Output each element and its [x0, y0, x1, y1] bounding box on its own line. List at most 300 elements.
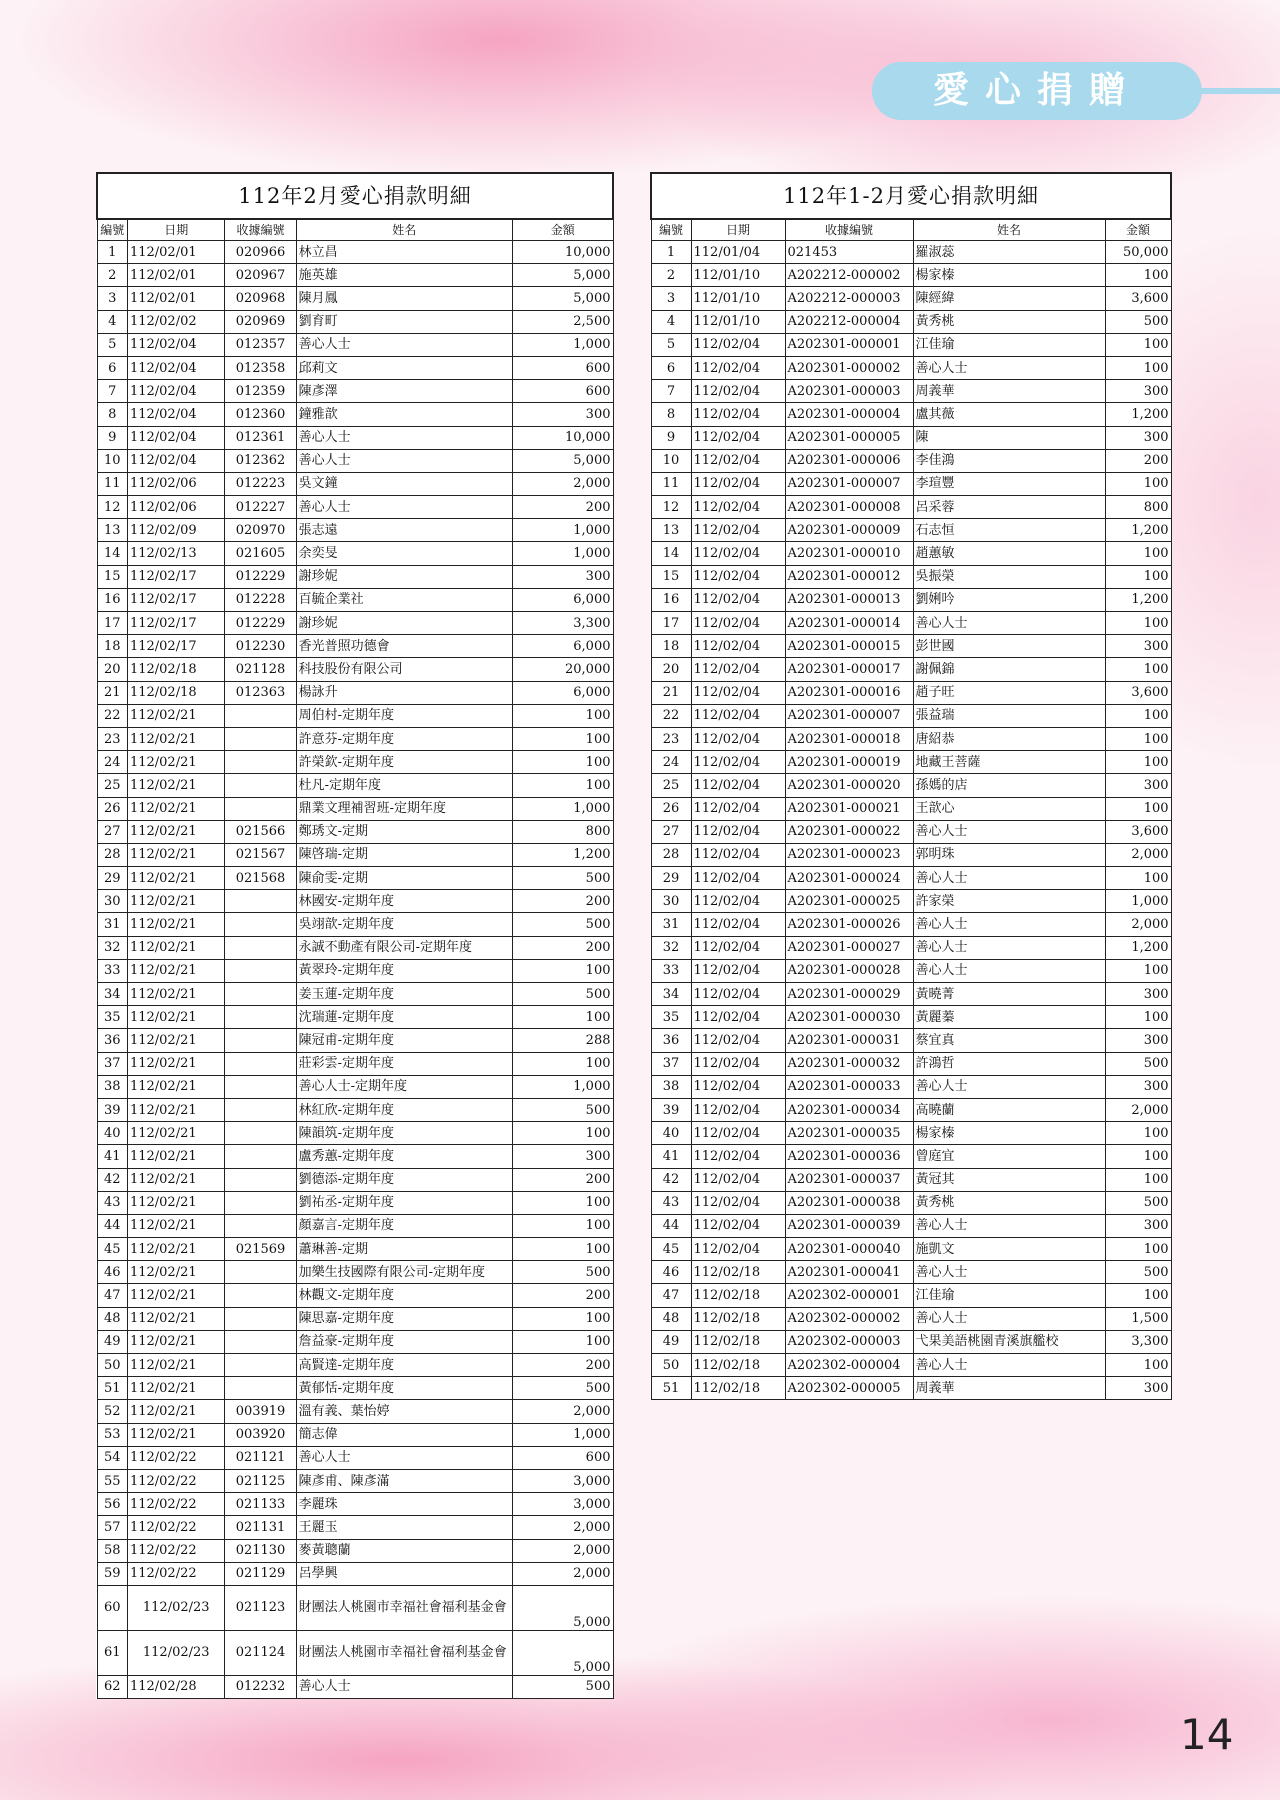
cell-amount: 100 — [1105, 959, 1171, 982]
table-row — [651, 310, 1171, 333]
table-row — [97, 1052, 613, 1075]
cell-no: 10 — [97, 449, 127, 472]
cell-receipt: A202302-000004 — [785, 1354, 913, 1377]
cell-date: 112/02/17 — [127, 565, 225, 588]
cell-no: 28 — [97, 843, 127, 866]
cell-receipt: A202301-000009 — [785, 519, 913, 542]
cell-amount: 5,000 — [512, 264, 613, 287]
cell-date: 112/02/21 — [127, 1284, 225, 1307]
cell-date: 112/02/17 — [127, 635, 225, 658]
cell-date: 112/02/04 — [691, 913, 785, 936]
table-row — [651, 774, 1171, 797]
cell-date: 112/02/17 — [127, 612, 225, 635]
cell-receipt: A202301-000016 — [785, 681, 913, 704]
cell-date: 112/02/04 — [691, 426, 785, 449]
cell-receipt: A202301-000007 — [785, 472, 913, 495]
cell-name: 江佳瑜 — [913, 1284, 1105, 1307]
cell-date: 112/02/23 — [127, 1630, 225, 1675]
cell-amount: 100 — [1105, 565, 1171, 588]
cell-receipt — [225, 1354, 296, 1377]
cell-receipt: A202301-000005 — [785, 426, 913, 449]
cell-receipt: A202212-000002 — [785, 264, 913, 287]
cell-no: 26 — [651, 797, 691, 820]
cell-no: 48 — [651, 1307, 691, 1330]
cell-receipt — [225, 727, 296, 750]
table-row — [97, 983, 613, 1006]
cell-name: 李瑄豐 — [913, 472, 1105, 495]
cell-amount: 1,500 — [1105, 1307, 1171, 1330]
cell-receipt — [225, 774, 296, 797]
cell-amount: 3,600 — [1105, 681, 1171, 704]
cell-no: 46 — [651, 1261, 691, 1284]
cell-amount: 800 — [1105, 496, 1171, 519]
cell-no: 11 — [97, 472, 127, 495]
cell-receipt: A202301-000036 — [785, 1145, 913, 1168]
cell-receipt: A202301-000039 — [785, 1214, 913, 1237]
donation-table-jan-feb — [650, 172, 1172, 1400]
table-row — [97, 1307, 613, 1330]
cell-receipt: 020970 — [225, 519, 296, 542]
cell-amount: 500 — [1105, 1052, 1171, 1075]
cell-name: 百毓企業社 — [296, 588, 512, 611]
cell-date: 112/01/10 — [691, 287, 785, 310]
table-row — [651, 1354, 1171, 1377]
cell-amount: 100 — [512, 1006, 613, 1029]
cell-receipt: A202301-000014 — [785, 612, 913, 635]
table-row — [97, 472, 613, 495]
cell-no: 59 — [97, 1562, 127, 1585]
cell-receipt: 021566 — [225, 820, 296, 843]
cell-receipt: A202301-000003 — [785, 380, 913, 403]
table-row — [97, 1098, 613, 1121]
cell-date: 112/02/21 — [127, 1354, 225, 1377]
table-row — [97, 1630, 613, 1675]
table-row — [651, 472, 1171, 495]
cell-amount: 3,300 — [1105, 1330, 1171, 1353]
table-row — [651, 1214, 1171, 1237]
cell-no: 13 — [97, 519, 127, 542]
cell-amount: 100 — [512, 704, 613, 727]
cell-receipt: A202301-000034 — [785, 1098, 913, 1121]
cell-amount: 6,000 — [512, 681, 613, 704]
cell-date: 112/02/04 — [691, 936, 785, 959]
cell-date: 112/02/28 — [127, 1675, 225, 1698]
cell-amount: 200 — [1105, 449, 1171, 472]
cell-amount: 1,200 — [1105, 588, 1171, 611]
cell-receipt — [225, 1052, 296, 1075]
table-row — [97, 820, 613, 843]
cell-date: 112/02/13 — [127, 542, 225, 565]
cell-no: 4 — [97, 310, 127, 333]
table-row — [97, 1006, 613, 1029]
cell-receipt — [225, 1006, 296, 1029]
cell-date: 112/02/04 — [691, 1052, 785, 1075]
table-row — [97, 1238, 613, 1261]
cell-receipt: 012230 — [225, 635, 296, 658]
table-row — [97, 1075, 613, 1098]
cell-amount: 2,000 — [1105, 1098, 1171, 1121]
cell-no: 24 — [651, 751, 691, 774]
cell-receipt: 012357 — [225, 333, 296, 356]
cell-amount: 1,200 — [512, 843, 613, 866]
table-row — [651, 1261, 1171, 1284]
cell-date: 112/02/04 — [127, 380, 225, 403]
cell-date: 112/02/04 — [691, 472, 785, 495]
cell-name: 地藏王菩薩 — [913, 751, 1105, 774]
cell-name: 許榮欽-定期年度 — [296, 751, 512, 774]
cell-receipt: 012227 — [225, 496, 296, 519]
cell-name: 林立昌 — [296, 241, 512, 264]
cell-receipt: A202301-000021 — [785, 797, 913, 820]
cell-no: 17 — [651, 612, 691, 635]
table-row — [97, 403, 613, 426]
table-row — [97, 1469, 613, 1492]
table-row — [97, 635, 613, 658]
cell-name: 李佳鴻 — [913, 449, 1105, 472]
section-tag: 愛心捐贈 — [872, 62, 1202, 120]
cell-receipt: 012232 — [225, 1675, 296, 1698]
table-row — [97, 658, 613, 681]
table-row — [97, 727, 613, 750]
cell-date: 112/02/06 — [127, 496, 225, 519]
cell-name: 高賢達-定期年度 — [296, 1354, 512, 1377]
col-header-name: 姓名 — [296, 219, 512, 241]
cell-date: 112/02/21 — [127, 983, 225, 1006]
cell-date: 112/02/04 — [127, 333, 225, 356]
cell-name: 黃郁恬-定期年度 — [296, 1377, 512, 1400]
cell-date: 112/02/04 — [691, 380, 785, 403]
cell-no: 9 — [97, 426, 127, 449]
cell-name: 邱莉文 — [296, 356, 512, 379]
cell-amount: 100 — [1105, 727, 1171, 750]
cell-name: 吳翊歆-定期年度 — [296, 913, 512, 936]
cell-receipt: 021130 — [225, 1539, 296, 1562]
cell-date: 112/02/21 — [127, 1330, 225, 1353]
table-row — [651, 287, 1171, 310]
cell-receipt — [225, 890, 296, 913]
cell-no: 56 — [97, 1493, 127, 1516]
cell-amount: 2,000 — [1105, 913, 1171, 936]
cell-no: 40 — [97, 1122, 127, 1145]
cell-amount: 1,000 — [512, 1423, 613, 1446]
cell-receipt: A202302-000005 — [785, 1377, 913, 1400]
cell-receipt: 012361 — [225, 426, 296, 449]
cell-amount: 1,200 — [1105, 936, 1171, 959]
cell-name: 加樂生技國際有限公司-定期年度 — [296, 1261, 512, 1284]
table-row — [97, 380, 613, 403]
cell-name: 陳啓瑞-定期 — [296, 843, 512, 866]
cell-name: 黃麗蓁 — [913, 1006, 1105, 1029]
table-row — [651, 658, 1171, 681]
cell-name: 黃翠玲-定期年度 — [296, 959, 512, 982]
cell-date: 112/02/04 — [691, 890, 785, 913]
cell-date: 112/02/21 — [127, 1238, 225, 1261]
cell-receipt: 021568 — [225, 867, 296, 890]
cell-amount: 100 — [512, 959, 613, 982]
cell-date: 112/02/18 — [691, 1330, 785, 1353]
cell-receipt: A202301-000027 — [785, 936, 913, 959]
cell-name: 詹益豪-定期年度 — [296, 1330, 512, 1353]
cell-name: 楊家榛 — [913, 264, 1105, 287]
cell-no: 16 — [97, 588, 127, 611]
cell-amount: 100 — [1105, 1168, 1171, 1191]
table-row — [97, 913, 613, 936]
table-row — [651, 588, 1171, 611]
cell-name: 香光普照功德會 — [296, 635, 512, 658]
cell-receipt — [225, 797, 296, 820]
cell-name: 林國安-定期年度 — [296, 890, 512, 913]
cell-date: 112/02/04 — [691, 356, 785, 379]
cell-date: 112/02/04 — [127, 449, 225, 472]
cell-amount: 3,600 — [1105, 820, 1171, 843]
table-row — [651, 913, 1171, 936]
cell-name: 呂采蓉 — [913, 496, 1105, 519]
cell-date: 112/02/04 — [691, 496, 785, 519]
cell-amount: 100 — [1105, 264, 1171, 287]
cell-date: 112/02/21 — [127, 1423, 225, 1446]
cell-amount: 800 — [512, 820, 613, 843]
table-body — [97, 241, 613, 1699]
table-row — [651, 426, 1171, 449]
table-row — [97, 1122, 613, 1145]
cell-date: 112/02/04 — [691, 983, 785, 1006]
cell-no: 15 — [97, 565, 127, 588]
cell-receipt: A202301-000015 — [785, 635, 913, 658]
cell-no: 48 — [97, 1307, 127, 1330]
cell-date: 112/02/04 — [691, 1006, 785, 1029]
cell-amount: 100 — [1105, 542, 1171, 565]
cell-receipt: A202301-000019 — [785, 751, 913, 774]
cell-date: 112/02/21 — [127, 1029, 225, 1052]
cell-no: 34 — [97, 983, 127, 1006]
cell-receipt — [225, 1029, 296, 1052]
cell-no: 21 — [97, 681, 127, 704]
cell-amount: 500 — [512, 1261, 613, 1284]
cell-date: 112/02/04 — [691, 681, 785, 704]
cell-amount: 1,200 — [1105, 519, 1171, 542]
cell-no: 14 — [97, 542, 127, 565]
table-row — [97, 356, 613, 379]
cell-receipt — [225, 1330, 296, 1353]
cell-no: 28 — [651, 843, 691, 866]
table-row — [97, 936, 613, 959]
cell-receipt: A202302-000001 — [785, 1284, 913, 1307]
cell-no: 47 — [97, 1284, 127, 1307]
cell-name: 趙蕙敏 — [913, 542, 1105, 565]
table-row — [651, 1284, 1171, 1307]
cell-date: 112/02/04 — [691, 774, 785, 797]
cell-amount: 5,000 — [512, 449, 613, 472]
cell-name: 善心人士 — [913, 1307, 1105, 1330]
cell-no: 21 — [651, 681, 691, 704]
cell-date: 112/02/04 — [691, 1214, 785, 1237]
cell-amount: 200 — [512, 1354, 613, 1377]
cell-date: 112/02/22 — [127, 1516, 225, 1539]
cell-receipt: 012360 — [225, 403, 296, 426]
cell-no: 60 — [97, 1585, 127, 1630]
cell-name: 周伯村-定期年度 — [296, 704, 512, 727]
cell-date: 112/02/21 — [127, 936, 225, 959]
table-row — [97, 959, 613, 982]
cell-date: 112/02/22 — [127, 1446, 225, 1469]
table-row — [97, 1214, 613, 1237]
cell-name: 王歆心 — [913, 797, 1105, 820]
table-title: 112年2月愛心捐款明細 — [97, 173, 613, 219]
cell-name: 李麗珠 — [296, 1493, 512, 1516]
cell-receipt — [225, 1307, 296, 1330]
table-row — [651, 797, 1171, 820]
cell-amount: 1,000 — [512, 797, 613, 820]
cell-name: 黃秀桃 — [913, 1191, 1105, 1214]
cell-amount: 300 — [512, 403, 613, 426]
cell-amount: 600 — [512, 380, 613, 403]
cell-amount: 500 — [1105, 1261, 1171, 1284]
cell-name: 善心人士 — [913, 1214, 1105, 1237]
cell-date: 112/02/21 — [127, 1052, 225, 1075]
cell-receipt: 021569 — [225, 1238, 296, 1261]
cell-no: 23 — [97, 727, 127, 750]
cell-amount: 100 — [1105, 1145, 1171, 1168]
cell-amount: 1,000 — [512, 542, 613, 565]
cell-name: 謝珍妮 — [296, 612, 512, 635]
cell-date: 112/02/04 — [691, 751, 785, 774]
cell-amount: 100 — [1105, 1122, 1171, 1145]
cell-no: 1 — [97, 241, 127, 264]
table-row — [651, 241, 1171, 264]
table-row — [97, 1354, 613, 1377]
cell-name: 善心人士 — [296, 496, 512, 519]
cell-receipt: 012362 — [225, 449, 296, 472]
col-header-receipt: 收據編號 — [785, 219, 913, 241]
cell-receipt: 020969 — [225, 310, 296, 333]
cell-no: 17 — [97, 612, 127, 635]
table-row — [97, 542, 613, 565]
cell-date: 112/02/21 — [127, 1145, 225, 1168]
cell-date: 112/02/04 — [691, 727, 785, 750]
cell-name: 永誠不動產有限公司-定期年度 — [296, 936, 512, 959]
cell-no: 43 — [651, 1191, 691, 1214]
cell-date: 112/02/01 — [127, 287, 225, 310]
cell-date: 112/02/21 — [127, 1191, 225, 1214]
table-body — [651, 241, 1171, 1400]
cell-amount: 300 — [1105, 1214, 1171, 1237]
cell-name: 善心人士-定期年度 — [296, 1075, 512, 1098]
cell-date: 112/02/22 — [127, 1562, 225, 1585]
table-row — [97, 797, 613, 820]
table-row — [651, 983, 1171, 1006]
cell-date: 112/02/04 — [691, 1238, 785, 1261]
cell-date: 112/02/04 — [691, 820, 785, 843]
cell-no: 5 — [97, 333, 127, 356]
cell-name: 善心人士 — [296, 1446, 512, 1469]
cell-name: 鐘雅歆 — [296, 403, 512, 426]
cell-amount: 288 — [512, 1029, 613, 1052]
cell-amount: 100 — [1105, 1284, 1171, 1307]
cell-date: 112/02/21 — [127, 774, 225, 797]
cell-receipt — [225, 751, 296, 774]
cell-receipt: A202212-000004 — [785, 310, 913, 333]
cell-amount: 100 — [512, 1191, 613, 1214]
cell-amount: 100 — [1105, 1354, 1171, 1377]
cell-receipt — [225, 704, 296, 727]
cell-no: 36 — [97, 1029, 127, 1052]
table-row — [651, 1122, 1171, 1145]
cell-receipt: A202301-000020 — [785, 774, 913, 797]
cell-no: 4 — [651, 310, 691, 333]
cell-no: 22 — [97, 704, 127, 727]
cell-amount: 100 — [1105, 472, 1171, 495]
cell-name: 善心人士 — [913, 936, 1105, 959]
cell-amount: 500 — [512, 1098, 613, 1121]
cell-name: 顏嘉言-定期年度 — [296, 1214, 512, 1237]
table-row — [651, 1006, 1171, 1029]
cell-no: 49 — [97, 1330, 127, 1353]
cell-receipt — [225, 1214, 296, 1237]
cell-date: 112/02/04 — [691, 797, 785, 820]
cell-no: 2 — [651, 264, 691, 287]
table-row — [651, 936, 1171, 959]
cell-amount: 200 — [512, 1284, 613, 1307]
cell-receipt: A202301-000006 — [785, 449, 913, 472]
cell-receipt: A202301-000004 — [785, 403, 913, 426]
table-row — [97, 890, 613, 913]
cell-name: 善心人士 — [296, 449, 512, 472]
cell-no: 55 — [97, 1469, 127, 1492]
cell-amount: 100 — [1105, 797, 1171, 820]
cell-amount: 300 — [1105, 774, 1171, 797]
cell-date: 112/02/04 — [691, 542, 785, 565]
cell-amount: 1,200 — [1105, 403, 1171, 426]
cell-no: 51 — [97, 1377, 127, 1400]
table-row — [651, 1145, 1171, 1168]
cell-receipt: 021133 — [225, 1493, 296, 1516]
cell-name: 張志遠 — [296, 519, 512, 542]
cell-name: 楊家榛 — [913, 1122, 1105, 1145]
cell-name: 善心人士 — [913, 356, 1105, 379]
cell-date: 112/02/04 — [127, 356, 225, 379]
cell-receipt: A202301-000033 — [785, 1075, 913, 1098]
cell-date: 112/02/21 — [127, 704, 225, 727]
cell-name: 林紅欣-定期年度 — [296, 1098, 512, 1121]
table-row — [651, 1075, 1171, 1098]
cell-date: 112/02/09 — [127, 519, 225, 542]
cell-date: 112/01/10 — [691, 310, 785, 333]
cell-date: 112/02/21 — [127, 1075, 225, 1098]
cell-name: 黃曉菁 — [913, 983, 1105, 1006]
cell-name: 陳冠甫-定期年度 — [296, 1029, 512, 1052]
table-row — [97, 310, 613, 333]
col-header-no: 編號 — [651, 219, 691, 241]
cell-name: 羅淑蕊 — [913, 241, 1105, 264]
cell-name: 吳文鐘 — [296, 472, 512, 495]
cell-name: 孫媽的店 — [913, 774, 1105, 797]
cell-date: 112/02/21 — [127, 1400, 225, 1423]
cell-amount: 100 — [512, 751, 613, 774]
cell-no: 54 — [97, 1446, 127, 1469]
cell-name: 高曉蘭 — [913, 1098, 1105, 1121]
table-title: 112年1-2月愛心捐款明細 — [651, 173, 1171, 219]
table-row — [97, 867, 613, 890]
cell-name: 黃冠其 — [913, 1168, 1105, 1191]
table-row — [97, 1400, 613, 1423]
cell-name: 善心人士 — [913, 1261, 1105, 1284]
cell-amount: 200 — [512, 890, 613, 913]
cell-amount: 100 — [1105, 1238, 1171, 1261]
cell-name: 科技股份有限公司 — [296, 658, 512, 681]
cell-no: 44 — [97, 1214, 127, 1237]
cell-no: 27 — [651, 820, 691, 843]
cell-date: 112/02/21 — [127, 1122, 225, 1145]
